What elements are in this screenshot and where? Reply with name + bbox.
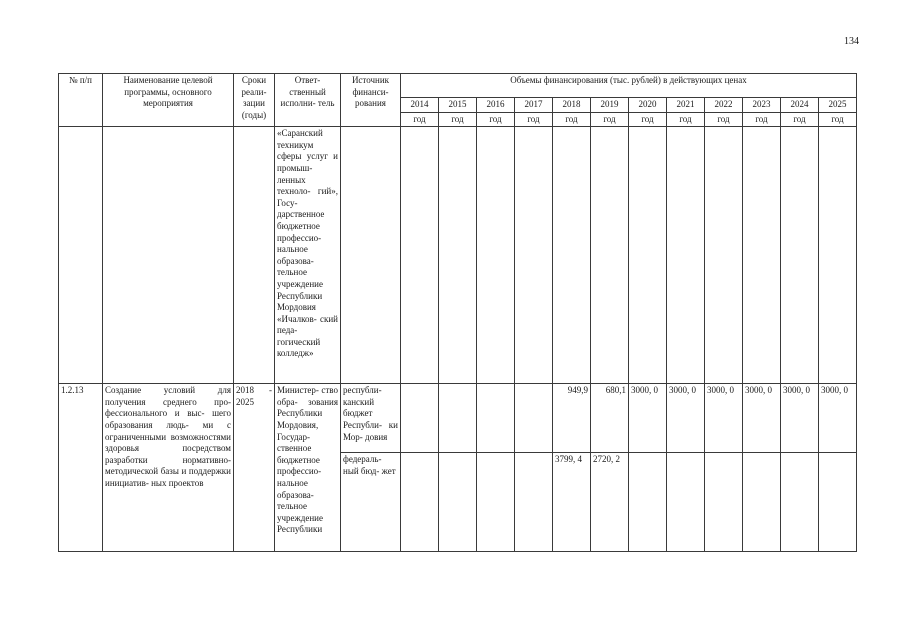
year-header: 2023 — [743, 98, 781, 113]
year-header: 2019 — [591, 98, 629, 113]
year-unit: год — [667, 112, 705, 127]
value-cell — [515, 453, 553, 552]
value-cell — [477, 453, 515, 552]
year-header: 2025 — [819, 98, 857, 113]
year-unit: год — [439, 112, 477, 127]
year-unit: год — [477, 112, 515, 127]
value-cell — [743, 453, 781, 552]
year-header: 2017 — [515, 98, 553, 113]
header-terms: Сроки реали- зации (годы) — [234, 74, 275, 127]
value-cell: 3000, 0 — [667, 384, 705, 453]
value-cell: 3000, 0 — [629, 384, 667, 453]
source-regional-budget: республи- канский бюджет Республи- ки Мор- довия — [341, 384, 401, 453]
year-unit: год — [819, 112, 857, 127]
header-source: Источник финанси- рования — [341, 74, 401, 127]
value-cell — [439, 384, 477, 453]
continuation-executor: «Саранский техникум сферы услуг и промыш- ленных техноло- гий», Госу- дарственное бюджетное профессио- нальное образова- тельное учреждение Республики Мордовия «Ичалков- ский педа- гогический колледж» — [275, 127, 341, 384]
year-unit: год — [591, 112, 629, 127]
cell-empty — [819, 127, 857, 384]
row-executor: Министер- ство обра- зования Республики Мордовия, Государ- ственное бюджетное профессио- нальное образова- тельное учреждение Республики — [275, 384, 341, 552]
value-cell — [439, 453, 477, 552]
header-name: Наименование целевой программы, основного мероприятия — [103, 74, 234, 127]
value-cell — [629, 453, 667, 552]
header-volumes: Объемы финансирования (тыс. рублей) в действующих ценах — [401, 74, 857, 98]
cell-empty — [477, 127, 515, 384]
cell-empty — [781, 127, 819, 384]
value-cell: 3000, 0 — [781, 384, 819, 453]
cell-empty — [439, 127, 477, 384]
table-row-continuation — [59, 127, 857, 384]
row-name: Создание условий для получения среднего про- фессионального и выс- шего образования людь- ми с ограниченными возможностями здоровья посредством разработки нормативно- методической базы и поддержки инициатив- ных проектов — [103, 384, 234, 552]
row-number: 1.2.13 — [59, 384, 103, 552]
year-unit: год — [781, 112, 819, 127]
year-header: 2018 — [553, 98, 591, 113]
value-cell — [819, 453, 857, 552]
year-header: 2016 — [477, 98, 515, 113]
header-no: № п/п — [59, 74, 103, 127]
cell-empty — [401, 127, 439, 384]
cell-empty — [553, 127, 591, 384]
cell-empty — [743, 127, 781, 384]
year-header: 2022 — [705, 98, 743, 113]
value-cell: 949,9 — [553, 384, 591, 453]
value-cell — [401, 453, 439, 552]
cell-empty — [629, 127, 667, 384]
cell-empty — [103, 127, 234, 384]
value-cell — [705, 453, 743, 552]
page-number: 134 — [844, 36, 859, 47]
year-header: 2015 — [439, 98, 477, 113]
value-cell: 3000, 0 — [819, 384, 857, 453]
value-cell — [515, 384, 553, 453]
year-unit: год — [629, 112, 667, 127]
year-unit: год — [515, 112, 553, 127]
value-cell: 2720, 2 — [591, 453, 629, 552]
year-header: 2014 — [401, 98, 439, 113]
year-unit: год — [743, 112, 781, 127]
cell-empty — [705, 127, 743, 384]
financing-table — [58, 73, 857, 552]
value-cell — [401, 384, 439, 453]
cell-empty — [591, 127, 629, 384]
table-row — [59, 384, 857, 453]
value-cell: 3000, 0 — [743, 384, 781, 453]
value-cell: 3000, 0 — [705, 384, 743, 453]
year-header: 2021 — [667, 98, 705, 113]
value-cell — [477, 384, 515, 453]
year-header: 2020 — [629, 98, 667, 113]
cell-empty — [234, 127, 275, 384]
row-terms: 2018 - 2025 — [234, 384, 275, 552]
source-federal-budget: федераль- ный бюд- жет — [341, 453, 401, 552]
cell-empty — [59, 127, 103, 384]
year-header: 2024 — [781, 98, 819, 113]
value-cell — [667, 453, 705, 552]
cell-empty — [515, 127, 553, 384]
year-unit: год — [401, 112, 439, 127]
year-unit: год — [553, 112, 591, 127]
cell-empty — [667, 127, 705, 384]
value-cell: 680,1 — [591, 384, 629, 453]
cell-empty — [341, 127, 401, 384]
header-executor: Ответ- ственный исполни- тель — [275, 74, 341, 127]
value-cell — [781, 453, 819, 552]
year-unit: год — [705, 112, 743, 127]
value-cell: 3799, 4 — [553, 453, 591, 552]
